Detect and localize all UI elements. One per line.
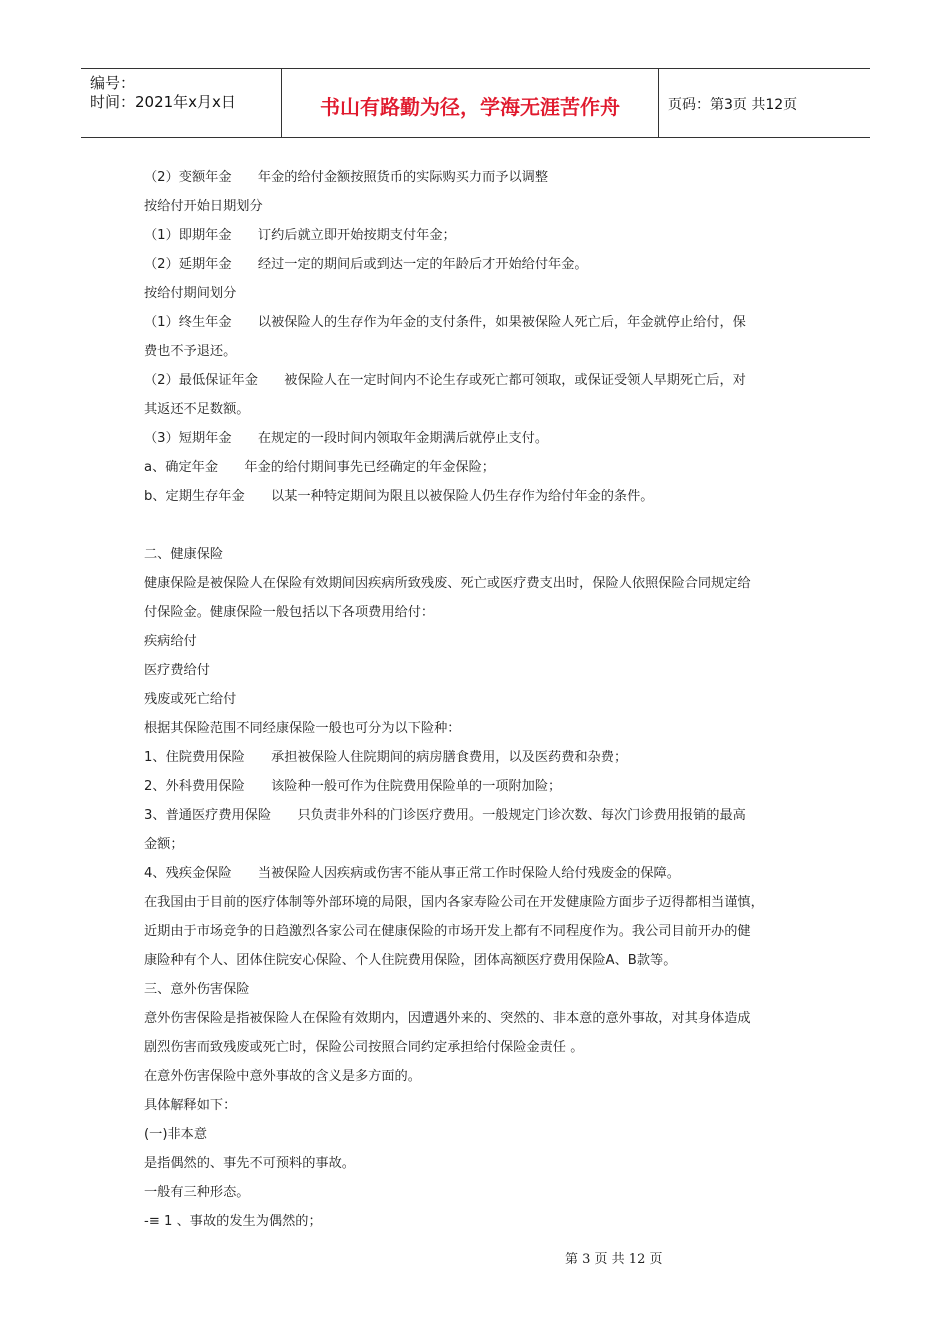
body-text-line: 三、意外伤害保险: [144, 982, 250, 997]
body-text-line: 一般有三种形态。: [144, 1185, 250, 1200]
body-text-line: 在意外伤害保险中意外事故的含义是多方面的。: [144, 1069, 421, 1084]
body-text-line: 付保险金。健康保险一般包括以下各项费用给付：: [144, 605, 435, 620]
blank-line: [144, 511, 814, 540]
body-text-line: a、确定年金 年金的给付期间事先已经确定的年金保险；: [144, 460, 495, 475]
body-text-line: 2、外科费用保险 该险种一般可作为住院费用保险单的一项附加险；: [144, 779, 562, 794]
body-text-line: 在我国由于目前的医疗体制等外部环境的局限，国内各家寿险公司在开发健康险方面步子迈得都相当谨慎，: [144, 895, 764, 910]
page-header: [81, 68, 870, 138]
body-text-line: 4、残疾金保险 当被保险人因疾病或伤害不能从事正常工作时保险人给付残废金的保障。: [144, 866, 680, 881]
body-text-line: 根据其保险范围不同经康保险一般也可分为以下险种：: [144, 721, 461, 736]
document-body: [144, 163, 814, 1236]
body-text-line: 按给付开始日期划分: [144, 199, 263, 214]
body-text-line: b、定期生存年金 以某一种特定期间为限且以被保险人仍生存作为给付年金的条件。: [144, 489, 654, 504]
body-text-line: 金额；: [144, 837, 184, 852]
body-text-line: 疾病给付: [144, 634, 197, 649]
body-text-line: (一)非本意: [144, 1127, 208, 1142]
body-text-line: 二、健康保险: [144, 547, 224, 562]
body-text-line: （1）终生年金 以被保险人的生存作为年金的支付条件，如果被保险人死亡后，年金就停止给付，保: [144, 315, 746, 330]
body-text-line: （3）短期年金 在规定的一段时间内领取年金期满后就停止支付。: [144, 431, 549, 446]
header-page-indicator: 页码：第3页 共12页: [668, 97, 798, 113]
body-text-line: 3、普通医疗费用保险 只负责非外科的门诊医疗费用。一般规定门诊次数、每次门诊费用报销的最高: [144, 808, 746, 823]
body-text-line: （2）最低保证年金 被保险人在一定时间内不论生存或死亡都可领取，或保证受领人早期死亡后，对: [144, 373, 746, 388]
header-left-cell: [81, 69, 281, 137]
body-text-line: 医疗费给付: [144, 663, 210, 678]
body-text-line: 是指偶然的、事先不可预料的事故。: [144, 1156, 355, 1171]
body-text-line: -≡ 1 、事故的发生为偶然的；: [144, 1214, 322, 1229]
body-text-line: 残废或死亡给付: [144, 692, 237, 707]
body-text-line: 康险种有个人、团体住院安心保险、个人住院费用保险，团体高额医疗费用保险A、B款等。: [144, 953, 677, 968]
body-text-line: （1）即期年金 订约后就立即开始按期支付年金；: [144, 228, 456, 243]
page-footer: 第 3 页 共 12 页: [565, 1252, 663, 1267]
header-motto: 书山有路勤为径，学海无涯苦作舟: [320, 95, 620, 119]
body-text-line: 费也不予退还。: [144, 344, 237, 359]
body-text-line: 近期由于市场竞争的日趋激烈各家公司在健康保险的市场开发上都有不同程度作为。我公司目前开办的健: [144, 924, 751, 939]
body-text-line: 剧烈伤害而致残废或死亡时，保险公司按照合同约定承担给付保险金责任 。: [144, 1040, 584, 1055]
body-text-line: 意外伤害保险是指被保险人在保险有效期内，因遭遇外来的、突然的、非本意的意外事故，对其身体造成: [144, 1011, 751, 1026]
body-text-line: （2）变额年金 年金的给付金额按照货币的实际购买力而予以调整: [144, 170, 549, 185]
body-text-line: 按给付期间划分: [144, 286, 237, 301]
body-text-line: （2）延期年金 经过一定的期间后或到达一定的年龄后才开始给付年金。: [144, 257, 588, 272]
header-page-cell: [658, 69, 870, 137]
body-text-line: 健康保险是被保险人在保险有效期间因疾病所致残废、死亡或医疗费支出时，保险人依照保险合同规定给: [144, 576, 751, 591]
body-text-line: 1、住院费用保险 承担被保险人住院期间的病房膳食费用，以及医药费和杂费；: [144, 750, 628, 765]
document-number-label: 编号：: [90, 74, 136, 92]
document-date-label: 时间：2021年x月x日: [90, 93, 236, 111]
header-motto-cell: [281, 69, 659, 137]
body-text-line: 其返还不足数额。: [144, 402, 250, 417]
body-text-line: 具体解释如下：: [144, 1098, 237, 1113]
